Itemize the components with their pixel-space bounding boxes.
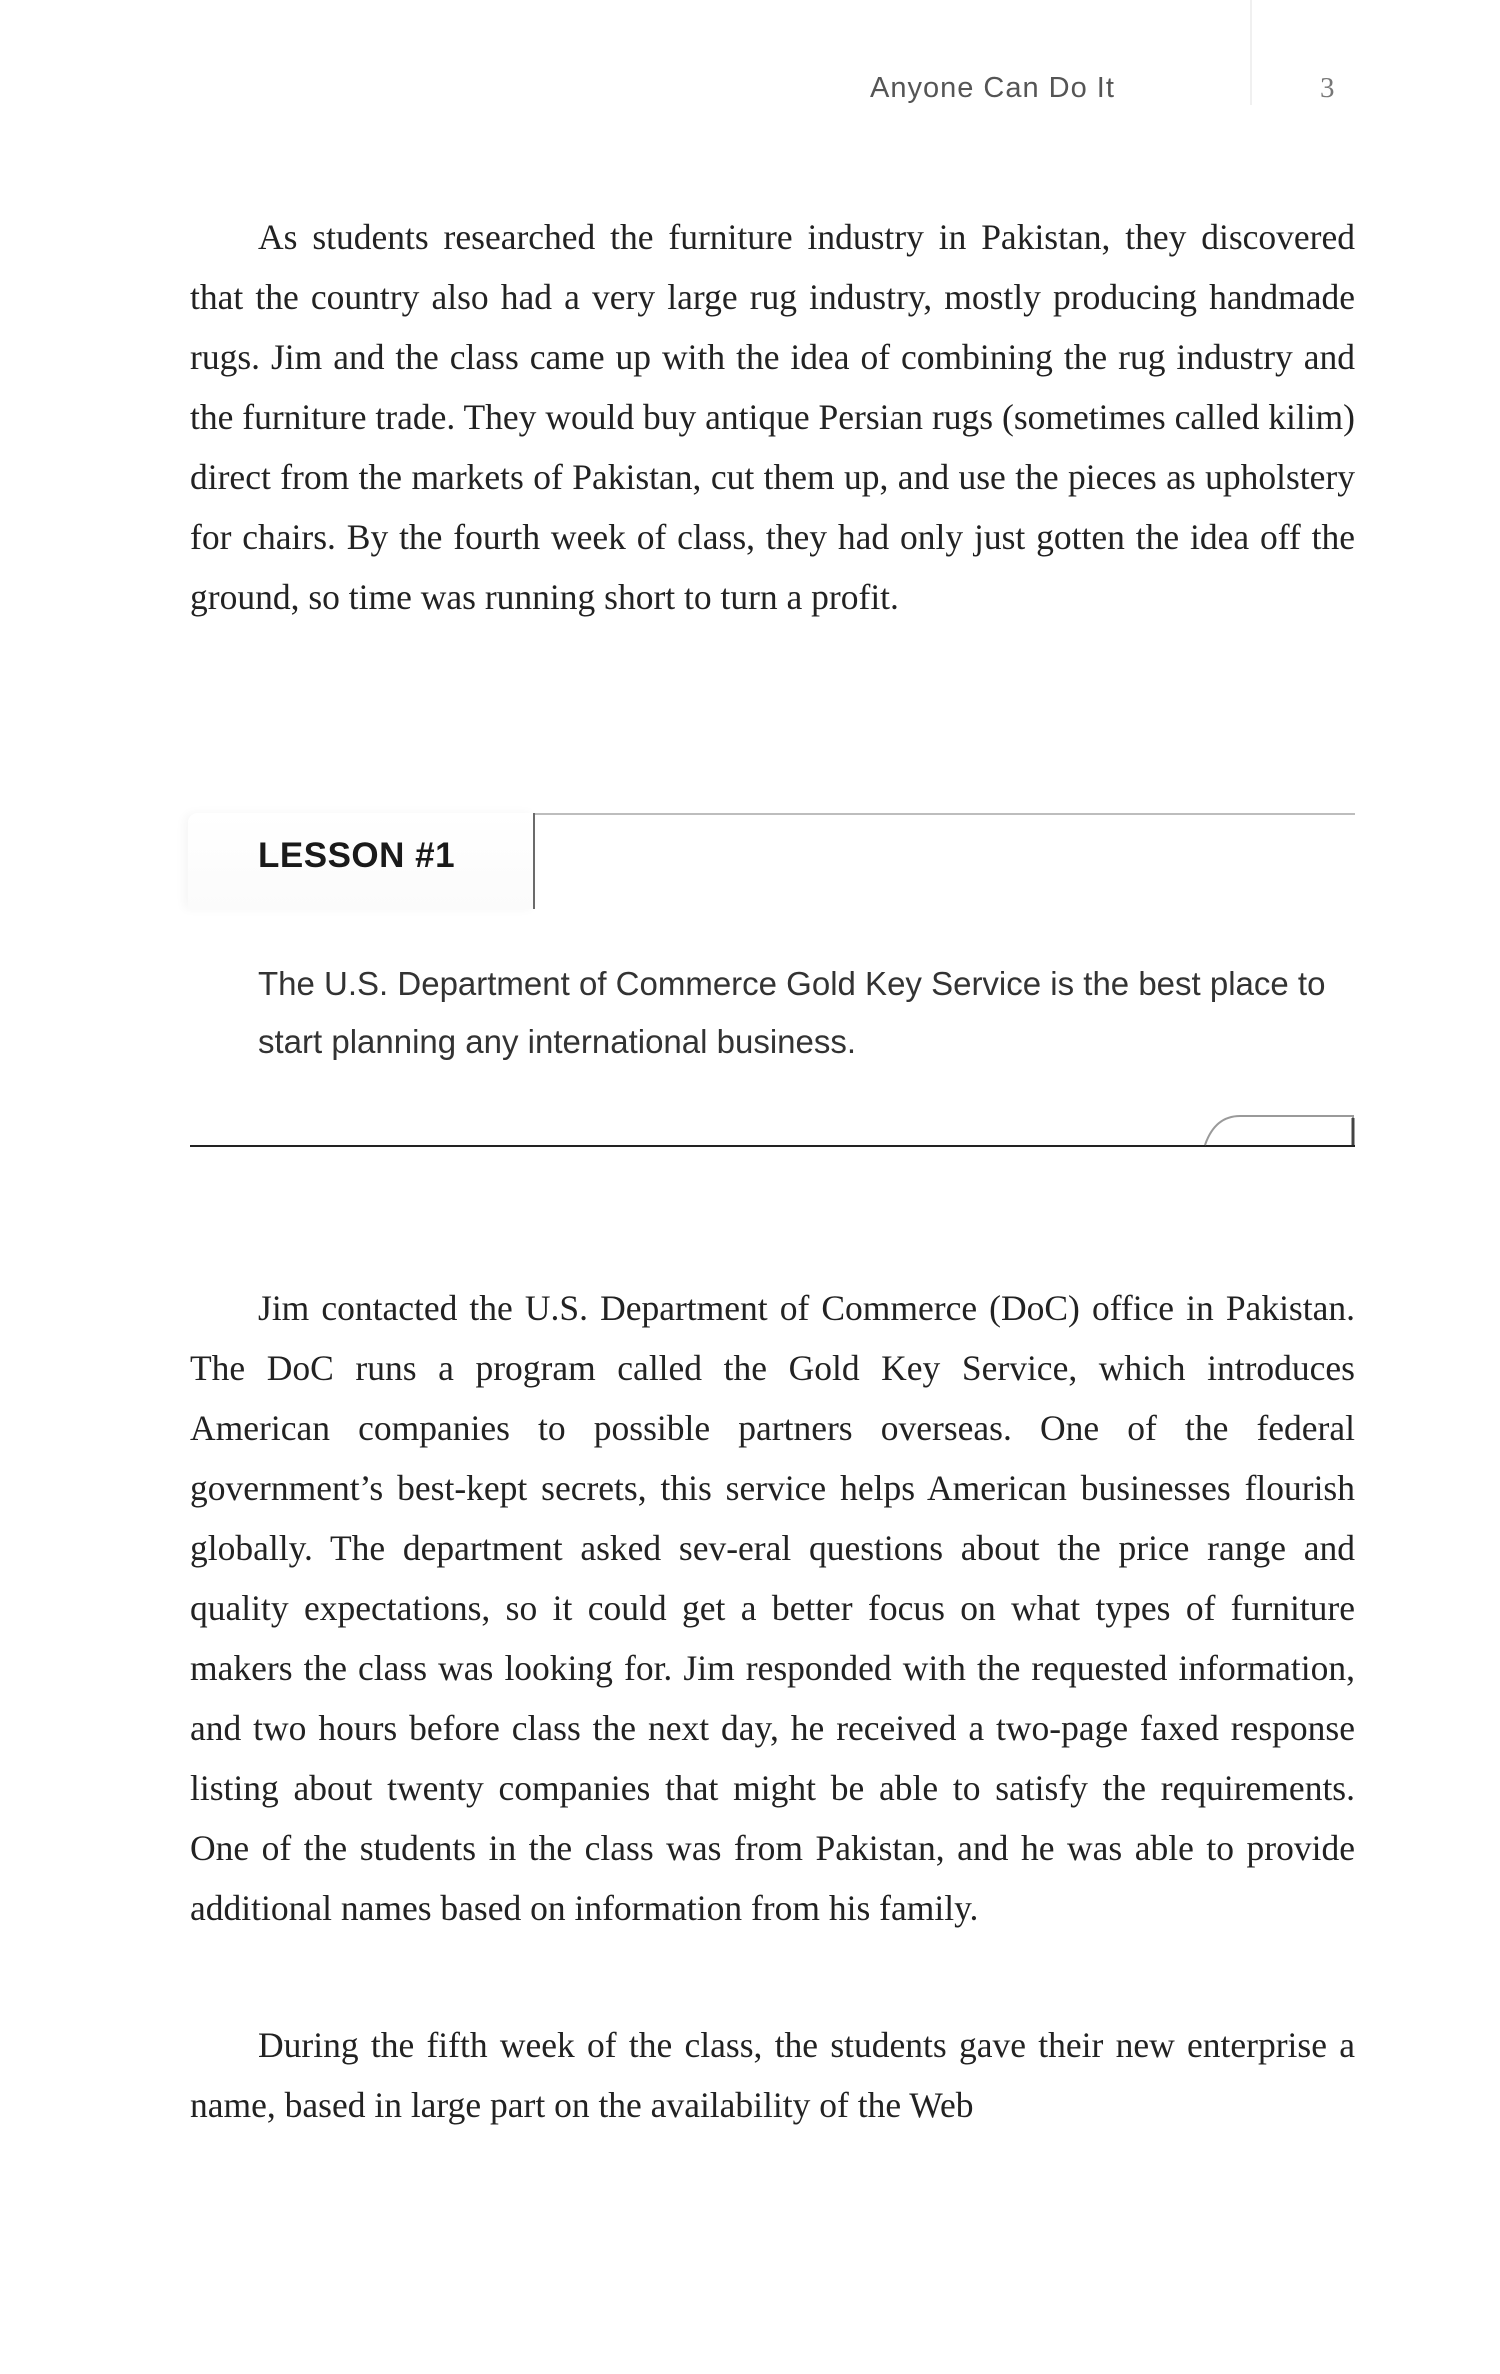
lesson-top-rule: [530, 813, 1355, 815]
paragraph-2: Jim contacted the U.S. Department of Commerce (DoC) office in Pakistan. The DoC runs a program called the Gold Key Service, which introduces American companies to possible partners overseas. One of the federal government’s best-kept secrets, this service helps American businesses flourish globally. The department asked sev-eral questions about the price range and quality expectations, so it could get a better focus on what types of furniture makers the class was looking for. Jim responded with the requested information, and two hours before class the next day, he received a two-page faxed response listing about twenty companies that might be able to satisfy the requirements. One of the students in the class was from Pakistan, and he was able to provide additional names based on information from his family.: [190, 1288, 1355, 1928]
gutter-shadow: [1250, 0, 1252, 105]
lesson-bottom-rule: [190, 1145, 1355, 1147]
running-head: Anyone Can Do It: [870, 72, 1115, 104]
lesson-label: LESSON #1: [258, 836, 456, 875]
page-number: 3: [1320, 72, 1335, 104]
lesson-corner-ornament: [1195, 1112, 1355, 1146]
paragraph-3: During the fifth week of the class, the students gave their new enterprise a name, based in large part on the availability of the Web: [190, 2025, 1355, 2125]
paragraph-1: As students researched the furniture industry in Pakistan, they discovered that the country also had a very large rug industry, mostly producing handmade rugs. Jim and the class came up with the idea of combining the rug industry and the furniture trade. They would buy antique Persian rugs (sometimes called kilim) direct from the markets of Pakistan, cut them up, and use the pieces as upholstery for chairs. By the fourth week of class, they had only just gotten the idea off the ground, so time was running short to turn a profit.: [190, 217, 1355, 617]
lesson-text: The U.S. Department of Commerce Gold Key Service is the best place to start planning any international business.: [258, 965, 1326, 1060]
